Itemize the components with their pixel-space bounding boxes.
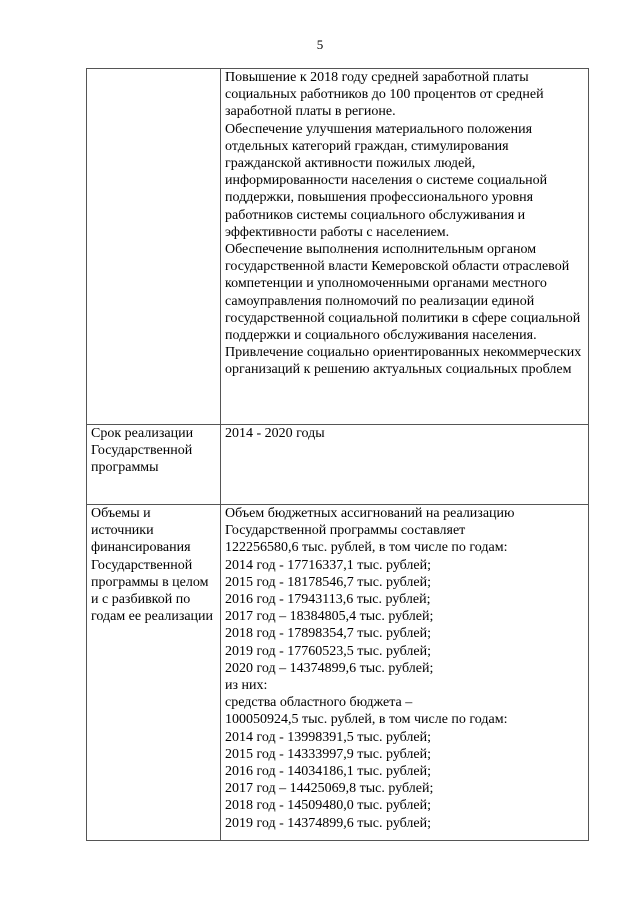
- paragraph: Привлечение социально ориентированных некоммерческих организаций к решению актуальных социальных проблем: [225, 345, 582, 378]
- funding-line: 2016 год - 14034186,1 тыс. рублей;: [225, 764, 432, 780]
- page-number: 5: [316, 37, 324, 52]
- funding-line: из них:: [225, 678, 268, 694]
- funding-line: 2014 год - 17716337,1 тыс. рублей;: [225, 557, 432, 573]
- table-row: [87, 505, 589, 841]
- funding-line: 2018 год - 17898354,7 тыс. рублей;: [225, 626, 432, 642]
- funding-line: Государственной программы составляет: [225, 523, 466, 539]
- funding-line: 2017 год – 18384805,4 тыс. рублей;: [225, 609, 434, 625]
- funding-line: 100050924,5 тыс. рублей, в том числе по годам:: [225, 712, 508, 728]
- funding-line: 2019 год - 14374899,6 тыс. рублей;: [225, 815, 432, 831]
- paragraph: Обеспечение улучшения материального положения отдельных категорий граждан, стимулирования гражданской активности пожилых людей, информированности населения о системе социальной поддержки, повышения профессионального уровня работников системы социального обслуживания и эффективности работы с населением.: [225, 121, 548, 240]
- funding-line: 2020 год – 14374899,6 тыс. рублей;: [225, 660, 434, 676]
- paragraph: Обеспечение выполнения исполнительным органом государственной власти Кемеровской области отраслевой компетенции и уполномоченными органами местного самоуправления полномочий по реализации единой государственной социальной политики в сфере социальной поддержки и социального обслуживания населения.: [225, 242, 581, 344]
- paragraph: Повышение к 2018 году средней заработной платы социальных работников до 100 процентов от средней заработной платы в регионе.: [225, 70, 544, 120]
- funding-line: 2019 год - 17760523,5 тыс. рублей;: [225, 643, 432, 659]
- program-passport-table: [86, 68, 589, 841]
- table-row: [87, 69, 589, 425]
- funding-line: Объем бюджетных ассигнований на реализацию: [225, 506, 515, 521]
- funding-line: 2018 год - 14509480,0 тыс. рублей;: [225, 798, 432, 814]
- row-label: Срок реализации Государственной программы: [87, 425, 221, 505]
- funding-line: 2016 год - 17943113,6 тыс. рублей;: [225, 592, 431, 608]
- table-row: [87, 425, 589, 505]
- funding-line: 122256580,6 тыс. рублей, в том числе по годам:: [225, 540, 508, 556]
- row-label: [87, 69, 221, 425]
- funding-line: средства областного бюджета –: [225, 695, 413, 711]
- funding-line: 2017 год – 14425069,8 тыс. рублей;: [225, 781, 434, 797]
- row-value: 2014 - 2020 годы: [221, 425, 589, 505]
- funding-line: 2015 год - 18178546,7 тыс. рублей;: [225, 574, 432, 590]
- row-label: Объемы и источники финансирования Государственной программы в целом и с разбивкой по годам ее реализации: [87, 505, 221, 841]
- funding-line: 2015 год - 14333997,9 тыс. рублей;: [225, 746, 432, 762]
- funding-line: 2014 год - 13998391,5 тыс. рублей;: [225, 729, 432, 745]
- funding-cell: [221, 505, 589, 841]
- goals-cell: [221, 69, 589, 425]
